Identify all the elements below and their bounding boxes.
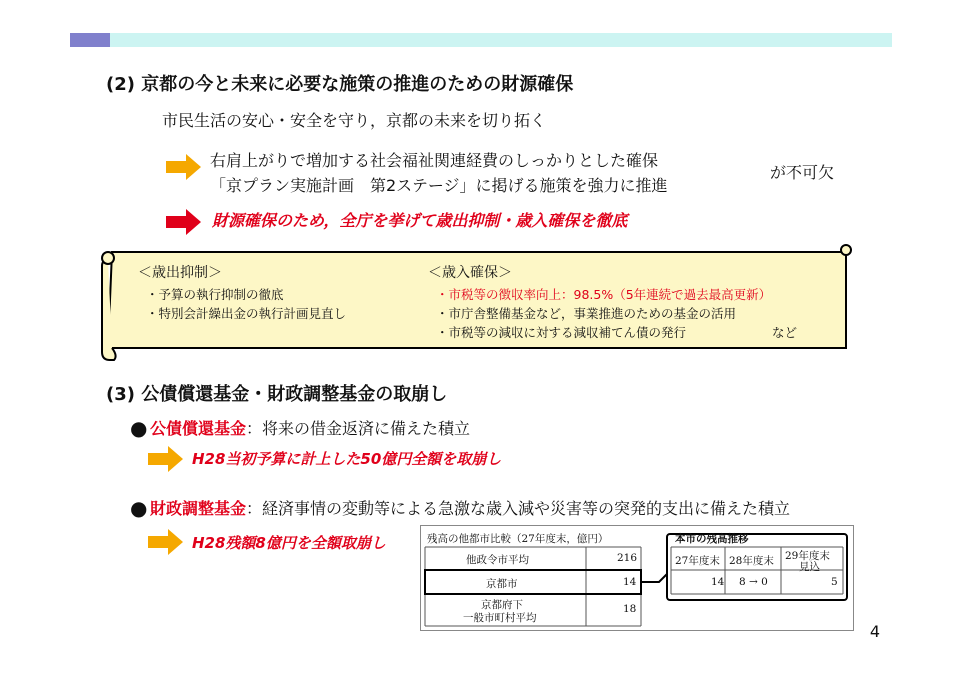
section2-point2: 「京プラン実施計画 第2ステージ」に掲げる施策を強力に推進: [210, 176, 668, 195]
orange-arrow-icon: [166, 153, 202, 181]
expense-title: ＜歳出抑制＞: [138, 265, 222, 281]
fund1-action: H28当初予算に計上した50億円全額を取崩し: [192, 450, 502, 468]
fund2-line: [150, 496, 790, 519]
section2-heading: (2) 京都の今と未来に必要な施策の推進のための財源確保: [106, 74, 574, 95]
section3-heading: (3) 公債償還基金・財政調整基金の取崩し: [106, 384, 448, 405]
bullet-icon: ●: [130, 496, 148, 520]
compare-row-label: 京都市: [486, 578, 518, 590]
fund2-action: H28残額8億円を全額取崩し: [192, 534, 386, 552]
section2-necessity: が不可欠: [770, 163, 835, 182]
trend-value: 5: [831, 576, 838, 588]
section2-emphasis: 財源確保のため，全庁を挙げて歳出抑制・歳入確保を徹底: [212, 211, 628, 230]
trend-header: 28年度末: [729, 555, 774, 567]
fund1-desc: ：将来の借金返済に備えた積立: [246, 419, 471, 438]
fund-balance-table: [420, 525, 854, 631]
expense-item: ・予算の執行抑制の徹底: [146, 287, 284, 302]
trend-value: 8 → 0: [739, 576, 768, 588]
compare-row-value: 14: [623, 576, 637, 588]
page-number: 4: [869, 622, 880, 641]
trend-header: 29年度末: [785, 550, 830, 562]
header-bar: [110, 33, 892, 47]
compare-row-label: 一般市町村平均: [463, 612, 537, 624]
fund2-name: 財政調整基金: [150, 499, 247, 518]
trend-header: 見込: [799, 561, 820, 573]
bullet-icon: ●: [130, 416, 148, 440]
compare-row-value: 18: [623, 603, 637, 615]
compare-row-label: 他政令市平均: [466, 554, 529, 566]
orange-arrow-icon: [148, 445, 184, 473]
section2-point1: 右肩上がりで増加する社会福祉関連経費のしっかりとした確保: [210, 151, 659, 170]
compare-row-label: 京都府下: [481, 599, 523, 611]
red-arrow-icon: [166, 208, 202, 236]
revenue-item: ・市庁舎整備基金など，事業推進のための基金の活用: [436, 306, 737, 321]
fund1-line: [150, 416, 470, 439]
fund2-desc: ：経済事情の変動等による急激な歳入減や災害等の突発的支出に備えた積立: [246, 499, 791, 518]
fund1-name: 公債償還基金: [150, 419, 247, 438]
trend-value: 14: [711, 576, 725, 588]
revenue-item: ・市税等の減収に対する減収補てん債の発行: [436, 325, 687, 340]
compare-row-value: 216: [617, 552, 638, 564]
trend-header: 27年度末: [675, 555, 720, 567]
trend-title: 本市の残高推移: [675, 533, 749, 545]
orange-arrow-icon: [148, 528, 184, 556]
revenue-item: ・市税等の徴収率向上：98.5%（5年連続で過去最高更新）: [436, 287, 772, 302]
revenue-title: ＜歳入確保＞: [428, 265, 512, 281]
expense-item: ・特別会計繰出金の執行計画見直し: [146, 306, 347, 321]
section2-intro: 市民生活の安心・安全を守り，京都の未来を切り拓く: [162, 111, 547, 130]
revenue-item-suffix: など: [772, 325, 798, 340]
header-bar-accent: [70, 33, 110, 47]
compare-title: 残高の他都市比較（27年度末，億円）: [427, 533, 609, 545]
